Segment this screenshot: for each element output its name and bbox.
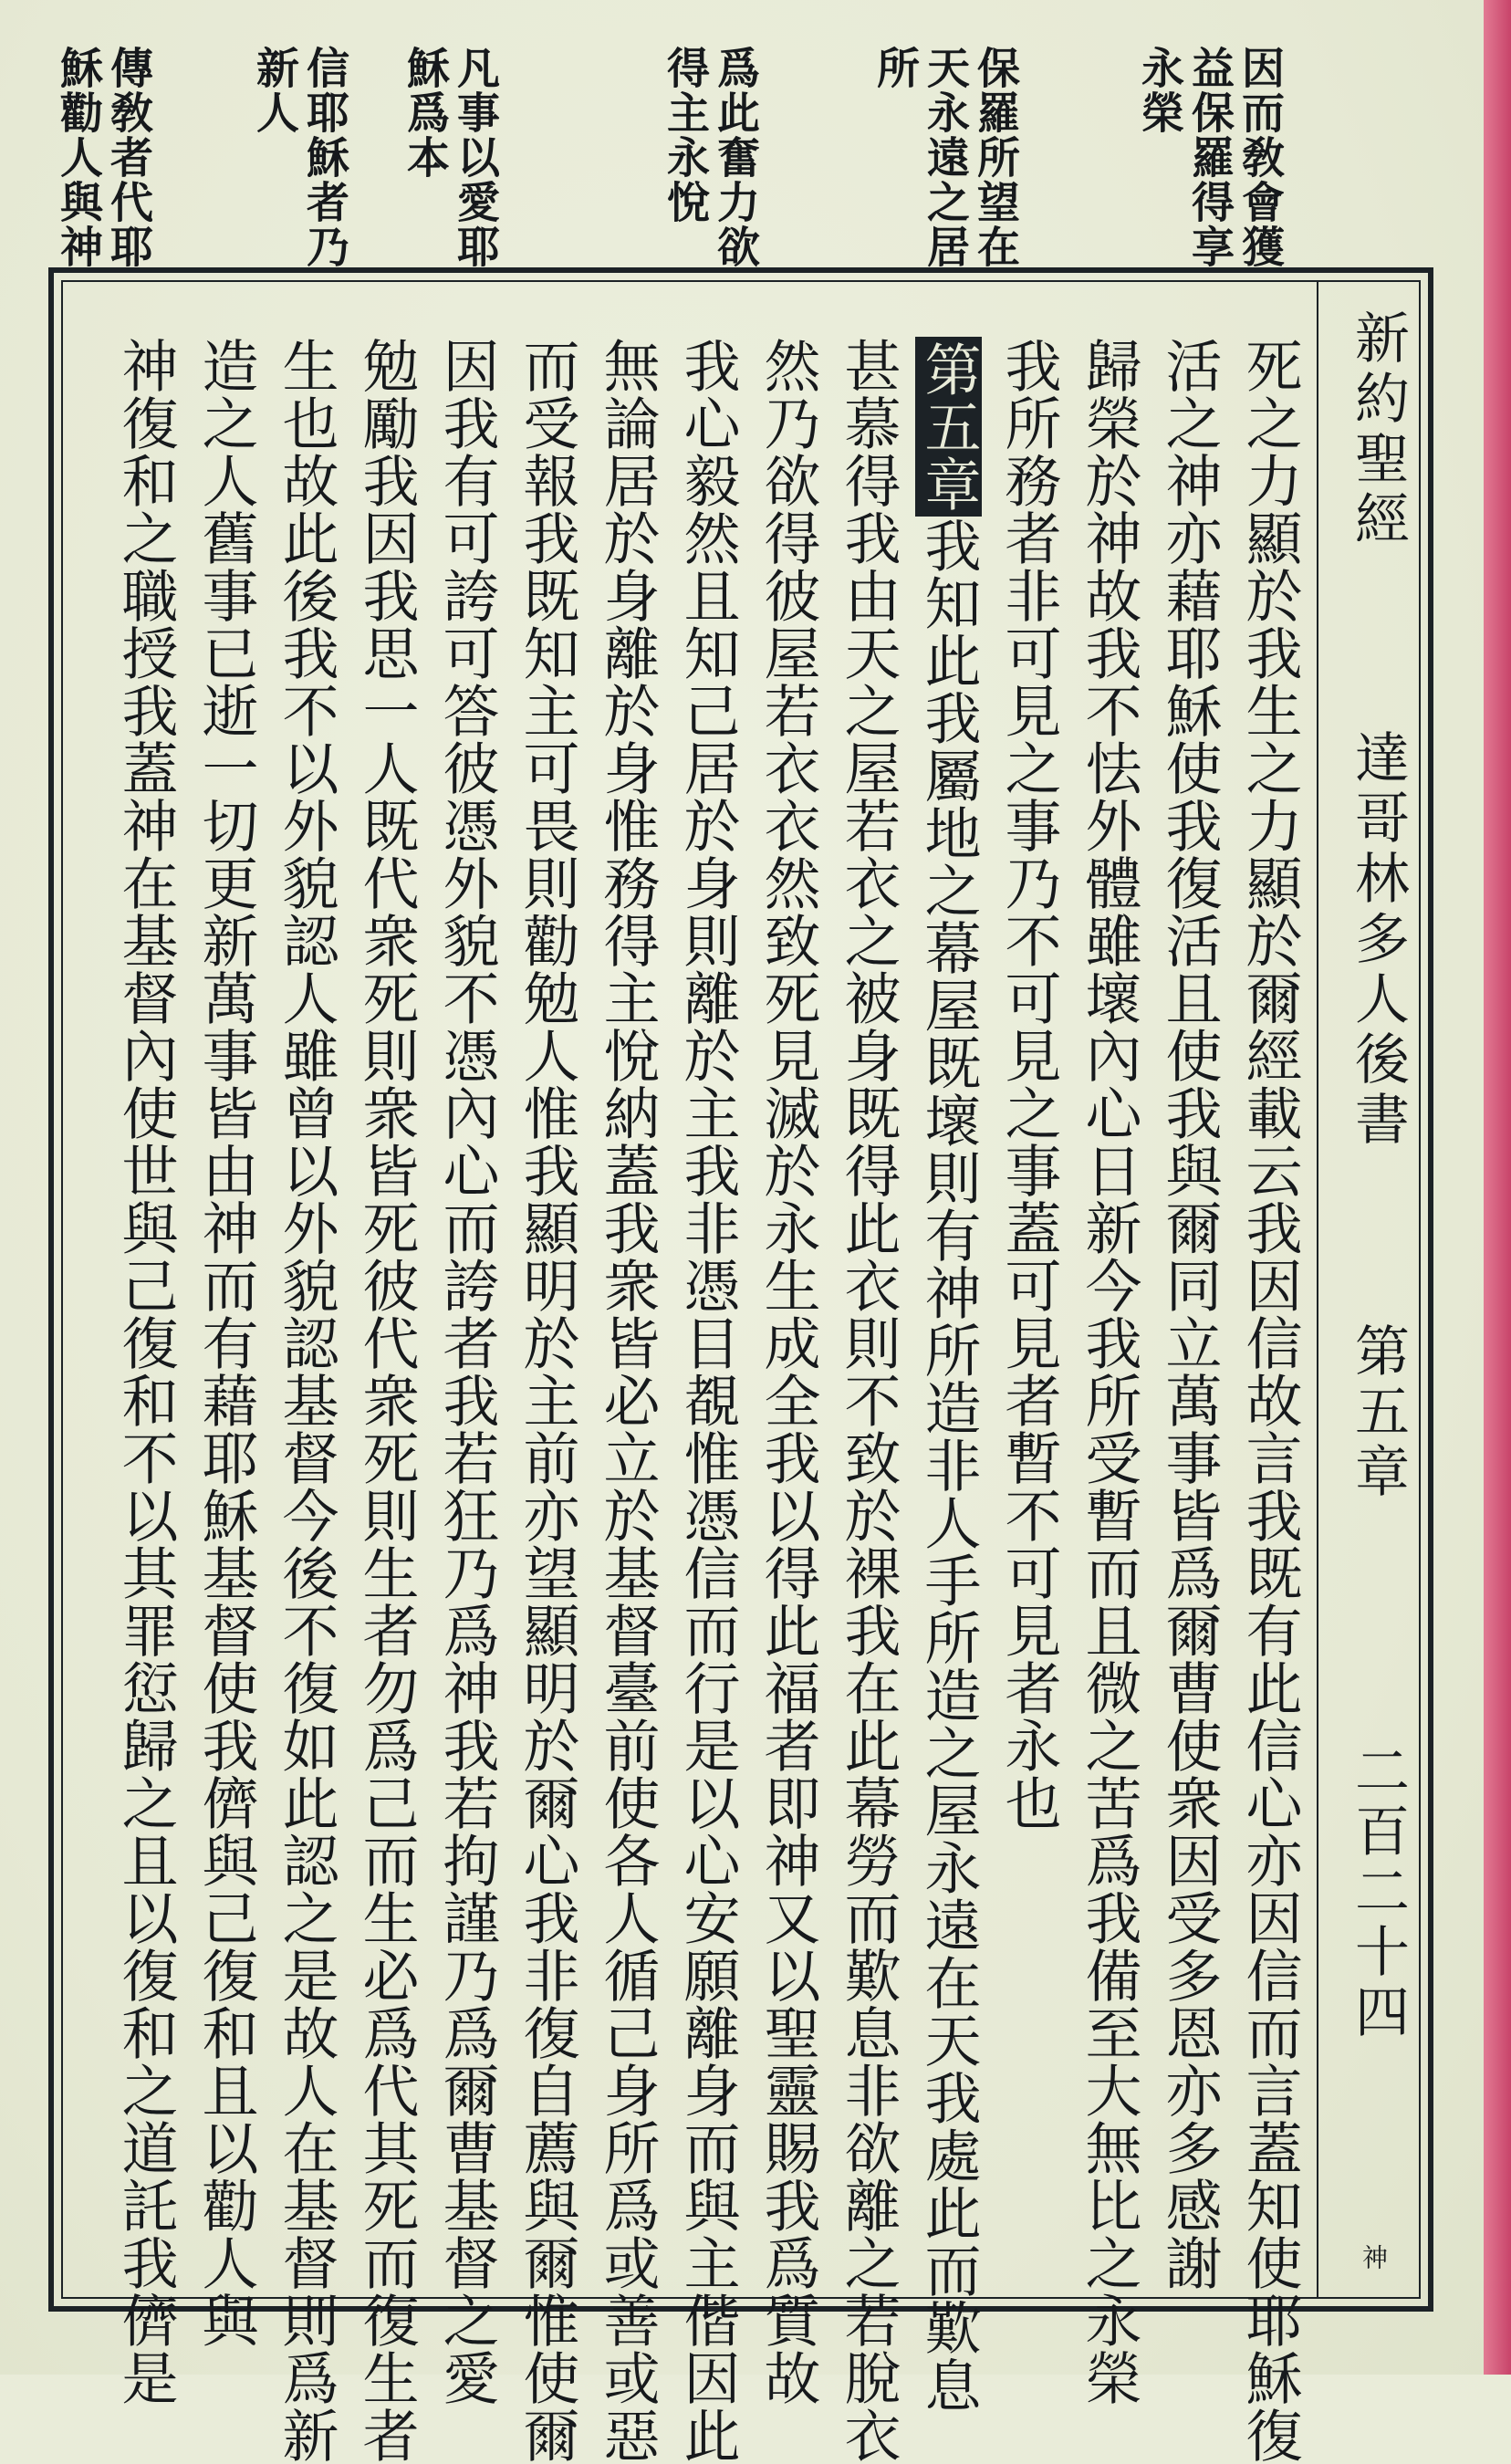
note-line: 新人 [249, 46, 299, 135]
text-column: 勉勵我因我思一人既代衆死則衆皆死彼代衆死則生者勿爲己而生必爲代其死而復生者 [353, 337, 420, 2464]
note-line: 益保羅得享 [1184, 46, 1235, 269]
column-text: 我知此我屬地之幕屋既壞則有神所造非人手所造之屋永遠在天我處此而歎息 [915, 517, 982, 2414]
inner-border [61, 280, 1421, 2464]
text-column: 歸榮於神故我不怯外體雖壞內心日新今我所受暫而且微之苦爲我備至大無比之永榮 [1076, 337, 1142, 2407]
text-column: 因我有可誇可答彼憑外貌不憑內心而誇者我若狂乃爲神我若拘謹乃爲爾曹基督之愛 [433, 337, 500, 2407]
text-column [908, 337, 988, 2414]
text-frame [48, 267, 1433, 2464]
note-line: 信耶穌者乃 [299, 46, 349, 269]
note-line: 爲此奮力欲 [710, 46, 760, 269]
chapter-marker: 第五章 [915, 337, 982, 517]
note-line: 保羅所望在 [970, 46, 1020, 269]
text-column: 生也故此後我不以外貌認人雖曾以外貌認基督今後不復如此認之是故人在基督則爲新 [273, 337, 339, 2464]
chapter-heading: 第五章 [1346, 1322, 1410, 1503]
page-number: 二百二十四 [1346, 1742, 1410, 2043]
text-column: 造之人舊事已逝一切更新萬事皆由神而有藉耶穌基督使我儕與己復和且以勸人與 [193, 337, 259, 2349]
note-line: 得主永悅 [660, 46, 710, 224]
note-line: 凡事以愛耶 [450, 46, 500, 269]
note-line: 穌爲本 [400, 46, 450, 180]
text-column: 我所務者非可見之事乃不可見之事蓋可見者暫不可見者永也 [995, 337, 1062, 1832]
running-head-band [1317, 282, 1419, 2297]
note-line: 傳敎者代耶 [103, 46, 153, 269]
signature-mark: 神 [1359, 2244, 1389, 2270]
text-column: 無論居於身離於身惟務得主悅納蓋我衆皆必立於基督臺前使各人循己身所爲或善或惡 [594, 337, 661, 2464]
text-column: 而受報我既知主可畏則勸勉人惟我顯明於主前亦望顯明於爾心我非復自薦與爾惟使爾 [514, 337, 580, 2464]
marginal-notes [0, 0, 1484, 274]
note-line: 因而敎會獲 [1235, 46, 1285, 269]
text-column: 神復和之職授我蓋神在基督內使世與己復和不以其罪愆歸之且以復和之道託我儕是 [112, 337, 179, 2407]
text-column: 然乃欲得彼屋若衣衣然致死見滅於永生成全我以得此福者即神又以聖靈賜我爲質故 [755, 337, 821, 2407]
text-column: 我心毅然且知己居於身則離於主我非憑目覩惟憑信而行是以心安願離身而與主偕因此 [674, 337, 741, 2464]
note-line: 永榮 [1134, 46, 1184, 135]
text-column: 死之力顯於我生之力顯於爾經載云我因信故言我既有此信心亦因信而言蓋知使耶穌復 [1236, 337, 1303, 2464]
text-column: 活之神亦藉耶穌使我復活且使我與爾同立萬事皆爲爾曹使衆因受多恩亦多感謝 [1156, 337, 1223, 2292]
note-line: 天永遠之居 [920, 46, 970, 269]
book-title: 新約聖經 [1346, 309, 1410, 550]
epistle-title: 達哥林多人後書 [1346, 729, 1410, 1151]
text-column: 甚慕得我由天之屋若衣之被身既得此衣則不致於裸我在此幕勞而歎息非欲離之若脫衣 [835, 337, 901, 2464]
note-line: 所 [870, 46, 920, 90]
page-edge [1484, 0, 1511, 2375]
note-line: 穌勸人與神 [53, 46, 103, 269]
